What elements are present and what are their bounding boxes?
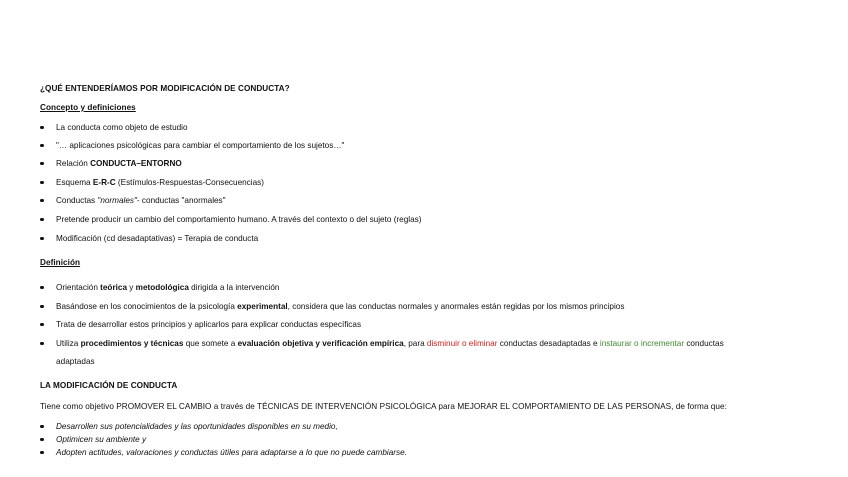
bold-text: experimental (237, 302, 288, 311)
text-run: Basándose en los conocimientos de la psicología (56, 302, 238, 311)
text-run: Orientación (56, 283, 101, 292)
text-run: Conductas (56, 196, 98, 205)
section-concept-title: Concepto y definiciones (40, 103, 136, 112)
list-item-text: La conducta como objeto de estudio (56, 123, 188, 132)
bullet-icon (40, 181, 44, 185)
bold-text: evaluación objetiva y verificación empírica (237, 339, 404, 348)
list-item-text (56, 195, 226, 206)
italic-text: "normales" (97, 196, 137, 205)
text-run: - conductas "anormales" (136, 196, 226, 205)
list-item-text: Trata de desarrollar estos principios y aplicarlos para explicar conductas específicas (56, 320, 362, 329)
section-definition-title: Definición (40, 258, 81, 267)
text-run: dirigida a la intervención (188, 283, 280, 292)
bullet-icon (40, 342, 44, 346)
text-run: y (127, 283, 136, 292)
bullet-icon (40, 305, 44, 309)
bullet-icon (40, 425, 44, 429)
list-item-text: Adopten actitudes, valoraciones y conductas útiles para adaptarse a lo que no puede cambiarse. (56, 448, 407, 457)
text-run: , considera que las conductas normales y anormales están regidas por los mismos principios (287, 302, 625, 311)
text-run: Relación (56, 159, 91, 168)
list-item-text (56, 158, 182, 169)
page-heading: ¿QUÉ ENTENDERÍAMOS POR MODIFICACIÓN DE CONDUCTA? (40, 84, 290, 93)
red-emphasis-text: disminuir o eliminar (426, 339, 498, 348)
bullet-icon (40, 286, 44, 290)
bold-text: teórica (100, 283, 128, 292)
bullet-icon (40, 126, 44, 130)
text-run: conductas desadaptadas e (497, 339, 600, 348)
section-intro-paragraph: Tiene como objetivo PROMOVER EL CAMBIO a través de TÉCNICAS DE INTERVENCIÓN PSICOLÓGICA para MEJORAR EL COMPORTAMIENTO DE LAS PERSONAS, de forma que: (40, 402, 727, 411)
green-emphasis-text: instaurar o incrementar (599, 339, 685, 348)
text-run: Utiliza (56, 339, 81, 348)
list-item-text: "… aplicaciones psicológicas para cambiar el comportamiento de los sujetos…" (56, 141, 345, 150)
document-page (40, 0, 840, 477)
bold-text: E-R-C (92, 178, 116, 187)
list-item-text: Modificación (cd desadaptativas) = Terapia de conducta (56, 234, 259, 243)
list-item-text (56, 338, 724, 349)
bullet-icon (40, 438, 44, 442)
bullet-icon (40, 218, 44, 222)
list-item-text: Optimicen su ambiente y (56, 435, 147, 444)
section-modification-title: LA MODIFICACIÓN DE CONDUCTA (40, 381, 178, 390)
text-run: (Estímulos-Respuestas-Consecuencias) (115, 178, 264, 187)
list-item-continuation: adaptadas (56, 357, 95, 366)
list-item-text: Pretende producir un cambio del comportamiento humano. A través del contexto o del sujeto (reglas) (56, 215, 422, 224)
bold-text: CONDUCTA–ENTORNO (90, 159, 182, 168)
list-item-text (56, 282, 279, 293)
bullet-icon (40, 199, 44, 203)
list-item-text (56, 177, 264, 188)
bullet-icon (40, 323, 44, 327)
bold-text: procedimientos y técnicas (80, 339, 184, 348)
text-run: conductas (684, 339, 724, 348)
bullet-icon (40, 237, 44, 241)
bullet-icon (40, 144, 44, 148)
text-run: Esquema (56, 178, 93, 187)
text-run: que somete a (183, 339, 238, 348)
bullet-icon (40, 162, 44, 166)
text-run: , para (403, 339, 427, 348)
bold-text: metodológica (135, 283, 189, 292)
list-item-text (56, 301, 624, 312)
list-item-text: Desarrollen sus potencialidades y las oportunidades disponibles en su medio, (56, 422, 338, 431)
bullet-icon (40, 451, 44, 455)
